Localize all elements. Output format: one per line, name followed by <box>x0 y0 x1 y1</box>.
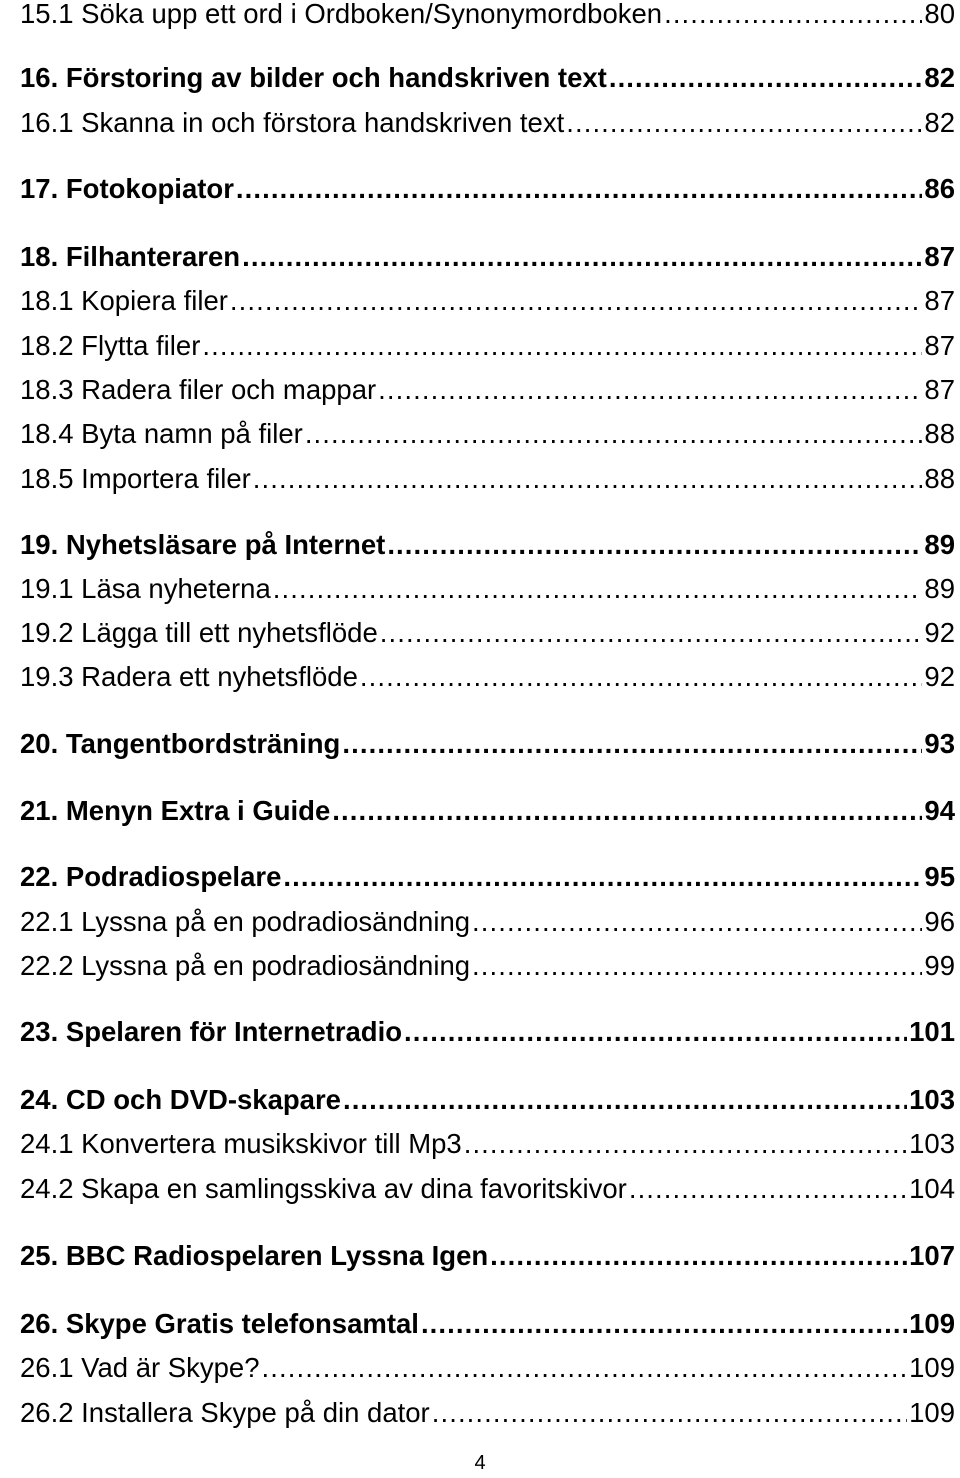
toc-entry <box>20 326 955 366</box>
toc-entry-page: 88 <box>924 463 955 494</box>
dot-leader <box>332 791 922 831</box>
dot-leader <box>360 657 923 697</box>
toc-entry-title: 18.2 Flytta filer <box>20 330 201 361</box>
toc-entry <box>20 1393 955 1433</box>
toc-entry-page: 99 <box>924 950 955 981</box>
toc-entry-page: 89 <box>924 573 955 604</box>
toc-entry-page: 109 <box>909 1308 955 1339</box>
toc-entry <box>20 1080 955 1120</box>
toc-entry-page: 80 <box>924 0 955 29</box>
toc-entry-page: 104 <box>909 1173 955 1204</box>
dot-leader <box>464 1124 907 1164</box>
toc-entry <box>20 459 955 499</box>
toc-entry <box>20 103 955 143</box>
dot-leader <box>273 569 923 609</box>
dot-leader <box>305 414 923 454</box>
dot-leader <box>566 103 922 143</box>
toc-entry-page: 87 <box>924 241 955 272</box>
toc-entry <box>20 613 955 653</box>
toc-entry-title: 19. Nyhetsläsare på Internet <box>20 529 386 560</box>
toc-entry-title: 23. Spelaren för Internetradio <box>20 1016 403 1047</box>
toc-entry-page: 94 <box>924 795 955 826</box>
toc-entry-page: 103 <box>909 1128 955 1159</box>
toc-entry-title: 16.1 Skanna in och förstora handskriven text <box>20 107 565 138</box>
toc-entry-page: 103 <box>909 1084 955 1115</box>
dot-leader <box>242 237 922 277</box>
dot-leader <box>378 370 922 410</box>
toc-entry-page: 82 <box>924 62 955 93</box>
toc-entry <box>20 946 955 986</box>
dot-leader <box>664 0 922 34</box>
dot-leader <box>404 1012 907 1052</box>
toc-entry <box>20 1124 955 1164</box>
dot-leader <box>490 1236 907 1276</box>
toc-entry-page: 82 <box>924 107 955 138</box>
toc-entry-title: 22. Podradiospelare <box>20 861 282 892</box>
toc-entry-page: 109 <box>909 1397 955 1428</box>
toc-entry <box>20 58 955 98</box>
toc-entry-page: 92 <box>924 661 955 692</box>
toc-entry-page: 86 <box>924 173 955 204</box>
toc-entry-page: 92 <box>924 617 955 648</box>
dot-leader <box>432 1393 907 1433</box>
toc-entry-title: 24. CD och DVD-skapare <box>20 1084 341 1115</box>
toc-entry <box>20 1012 955 1052</box>
toc-entry <box>20 370 955 410</box>
dot-leader <box>262 1348 908 1388</box>
toc-entry-page: 95 <box>924 861 955 892</box>
toc-entry <box>20 724 955 764</box>
dot-leader <box>202 326 922 366</box>
toc-entry <box>20 902 955 942</box>
toc-entry-page: 88 <box>924 418 955 449</box>
toc-entry <box>20 169 955 209</box>
toc-entry-page: 87 <box>924 374 955 405</box>
toc-entry-title: 15.1 Söka upp ett ord i Ordboken/Synonymordboken <box>20 0 663 29</box>
toc-entry-title: 19.1 Läsa nyheterna <box>20 573 271 604</box>
toc-entry <box>20 414 955 454</box>
toc-entry-page: 89 <box>924 529 955 560</box>
dot-leader <box>421 1304 907 1344</box>
dot-leader <box>236 169 923 209</box>
dot-leader <box>253 459 923 499</box>
dot-leader <box>380 613 923 653</box>
toc-entry-page: 93 <box>924 728 955 759</box>
dot-leader <box>472 946 922 986</box>
toc-entry <box>20 237 955 277</box>
toc-entry-page: 101 <box>909 1016 955 1047</box>
toc-entry-page: 107 <box>909 1240 955 1271</box>
toc-entry-title: 16. Förstoring av bilder och handskriven text <box>20 62 607 93</box>
toc-entry <box>20 0 955 34</box>
dot-leader <box>342 724 922 764</box>
toc-entry-title: 24.1 Konvertera musikskivor till Mp3 <box>20 1128 462 1159</box>
toc-entry <box>20 569 955 609</box>
toc-entry-title: 19.3 Radera ett nyhetsflöde <box>20 661 358 692</box>
dot-leader <box>387 525 922 565</box>
toc-entry-title: 18.1 Kopiera filer <box>20 285 228 316</box>
page-number: 4 <box>474 1452 486 1474</box>
toc-entry-title: 17. Fotokopiator <box>20 173 234 204</box>
toc-entry-title: 19.2 Lägga till ett nyhetsflöde <box>20 617 378 648</box>
toc-entry <box>20 791 955 831</box>
toc-entry-title: 18.3 Radera filer och mappar <box>20 374 377 405</box>
toc-entry-title: 18.5 Importera filer <box>20 463 251 494</box>
toc-entry <box>20 1236 955 1276</box>
toc-entry-title: 18.4 Byta namn på filer <box>20 418 303 449</box>
dot-leader <box>343 1080 907 1120</box>
dot-leader <box>472 902 922 942</box>
toc-entry-page: 87 <box>924 285 955 316</box>
dot-leader <box>230 281 923 321</box>
toc-entry-page: 109 <box>909 1352 955 1383</box>
toc-entry <box>20 657 955 697</box>
dot-leader <box>283 857 922 897</box>
toc-entry <box>20 857 955 897</box>
toc-entry-title: 21. Menyn Extra i Guide <box>20 795 331 826</box>
toc-entry-title: 18. Filhanteraren <box>20 241 241 272</box>
toc-entry <box>20 1304 955 1344</box>
dot-leader <box>609 58 923 98</box>
toc-entry-title: 22.2 Lyssna på en podradiosändning <box>20 950 471 981</box>
toc-entry-title: 26.2 Installera Skype på din dator <box>20 1397 430 1428</box>
toc-entry <box>20 1348 955 1388</box>
toc-entry-title: 26. Skype Gratis telefonsamtal <box>20 1308 419 1339</box>
toc-entry-title: 20. Tangentbordsträning <box>20 728 341 759</box>
toc-entry-title: 26.1 Vad är Skype? <box>20 1352 260 1383</box>
toc-entry-title: 24.2 Skapa en samlingsskiva av dina favoritskivor <box>20 1173 627 1204</box>
toc-entry <box>20 525 955 565</box>
toc-entry <box>20 281 955 321</box>
dot-leader <box>629 1169 907 1209</box>
toc-entry-title: 22.1 Lyssna på en podradiosändning <box>20 906 471 937</box>
toc-entry-page: 87 <box>924 330 955 361</box>
toc-entry <box>20 1169 955 1209</box>
toc-entry-title: 25. BBC Radiospelaren Lyssna Igen <box>20 1240 489 1271</box>
toc-entry-page: 96 <box>924 906 955 937</box>
